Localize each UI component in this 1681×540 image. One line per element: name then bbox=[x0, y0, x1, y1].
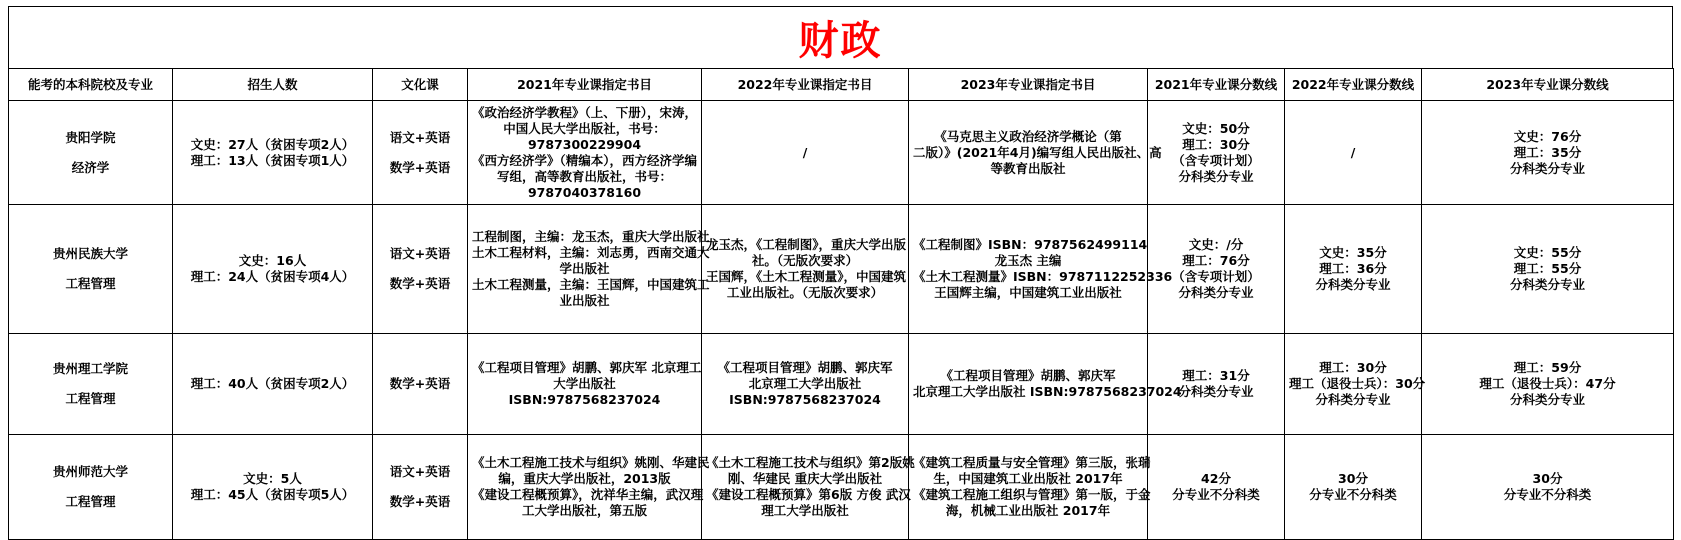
title-cell[interactable] bbox=[8, 6, 1673, 68]
books-2022-cell[interactable] bbox=[702, 205, 909, 334]
cell-text-line: 龙玉杰，《工程制图》，重庆大学出版 bbox=[706, 237, 907, 252]
cell-text-line: 理工（退役士兵）：30分 bbox=[1289, 376, 1426, 391]
cell-text-line: 数学+英语 bbox=[389, 376, 451, 391]
cell-text-line: 理工：30分 bbox=[1319, 360, 1387, 375]
culture-cell[interactable] bbox=[373, 435, 468, 540]
table-row bbox=[9, 101, 1674, 205]
books-2023-cell[interactable] bbox=[909, 334, 1182, 435]
cell-text-line: 《土木工程施工技术与组织》第2版姚 bbox=[706, 455, 915, 470]
cell-text-line: / bbox=[1350, 144, 1356, 160]
header-cell[interactable]: 2023年专业课分数线 bbox=[1422, 69, 1674, 101]
cell-text-line: 工程管理 bbox=[65, 391, 116, 406]
cell-text-line: 语文+英语 bbox=[389, 246, 451, 261]
books-2021-cell[interactable] bbox=[468, 205, 710, 334]
books-2022-cell[interactable] bbox=[702, 435, 915, 540]
cell-text-line: 42分 bbox=[1201, 471, 1231, 486]
enrollment-cell[interactable] bbox=[173, 101, 373, 205]
cell-text-line: 理工：55分 bbox=[1513, 261, 1582, 276]
school-cell[interactable] bbox=[9, 205, 173, 334]
cell-text-line: 《工程制图》ISBN：9787562499114 bbox=[913, 237, 1148, 252]
cell-text-line: 《建筑工程施工组织与管理》第一版，于金 bbox=[913, 487, 1151, 502]
header-cell[interactable]: 文化课 bbox=[373, 69, 468, 101]
cell-text-line: 工程管理 bbox=[65, 494, 116, 509]
cell-text-line: 二版）》(2021年4月)编写组人民出版社、高 bbox=[913, 144, 1162, 160]
table-row bbox=[9, 435, 1674, 540]
books-2023-cell[interactable] bbox=[909, 101, 1162, 205]
cell-text-line: 文史：55分 bbox=[1513, 245, 1582, 260]
cell-text-line: 学出版社 bbox=[559, 261, 610, 276]
cell-text-line: 大学出版社 bbox=[553, 376, 616, 391]
cell-text-line: 北京理工大学出版社 ISBN:9787568237024 bbox=[913, 384, 1182, 399]
cell-text-line: 理工（退役士兵）：47分 bbox=[1479, 376, 1616, 391]
cell-text-line: 语文+英语 bbox=[389, 464, 451, 479]
school-cell[interactable] bbox=[9, 435, 173, 540]
table-row bbox=[9, 334, 1674, 435]
header-cell[interactable]: 2022年专业课指定书目 bbox=[702, 69, 909, 101]
cell-text-line: 分科类分专业 bbox=[1509, 277, 1585, 292]
cell-text-line: （含专项计划） bbox=[1172, 269, 1260, 284]
score-2021-cell[interactable] bbox=[1148, 101, 1285, 205]
cell-text-line: 海，机械工业出版社 2017年 bbox=[945, 503, 1111, 518]
cell-text-line: 文史：35分 bbox=[1319, 245, 1387, 260]
score-2023-cell[interactable] bbox=[1422, 205, 1674, 334]
cell-text-line: 30分 bbox=[1532, 471, 1563, 486]
enrollment-cell[interactable] bbox=[173, 334, 373, 435]
cell-text-line: 《工程项目管理》胡鹏、郭庆军 北京理工 bbox=[472, 360, 702, 375]
cell-text-line: 理工：76分 bbox=[1182, 253, 1250, 268]
cell-text-line: ISBN:9787568237024 bbox=[508, 392, 661, 407]
culture-cell[interactable] bbox=[373, 101, 468, 205]
cell-text-line: 《西方经济学》（精编本），西方经济学编 bbox=[472, 152, 698, 168]
cell-text-line: 写组，高等教育出版社，书号： bbox=[496, 168, 672, 184]
cell-text-line: 理工：24人（贫困专项4人） bbox=[190, 269, 355, 284]
cell-text-line: 龙玉杰 主编 bbox=[994, 253, 1062, 268]
score-2022-cell[interactable] bbox=[1285, 334, 1426, 435]
cell-text-line: 《土木工程施工技术与组织》姚刚、华建民 bbox=[472, 455, 710, 470]
table-row bbox=[9, 205, 1674, 334]
cell-text-line: 理工：31分 bbox=[1182, 368, 1250, 383]
cell-text-line: 分科类分专业 bbox=[1315, 392, 1391, 407]
books-2023-cell[interactable] bbox=[909, 435, 1151, 540]
cell-text-line: 《建设工程概预算》，沈祥华主编，武汉理 bbox=[472, 487, 704, 502]
cell-text-line: 王国辉，《土木工程测量》，中国建筑 bbox=[706, 269, 907, 284]
cell-text-line: 文史：50分 bbox=[1182, 120, 1250, 136]
cell-text-line: 中国人民大学出版社，书号： bbox=[503, 120, 666, 136]
score-2023-cell[interactable] bbox=[1422, 435, 1674, 540]
cell-text-line: 语文+英语 bbox=[389, 129, 451, 145]
cell-text-line: 《马克思主义政治经济学概论（第 bbox=[934, 128, 1122, 144]
header-cell[interactable]: 2023年专业课指定书目 bbox=[909, 69, 1148, 101]
cell-text-line: 工业出版社。（无版次要求） bbox=[726, 285, 884, 300]
cell-text-line: / bbox=[802, 144, 808, 160]
cell-text-line: 理工：40人（贫困专项2人） bbox=[190, 376, 355, 391]
school-cell[interactable] bbox=[9, 101, 173, 205]
cell-text-line: 经济学 bbox=[71, 159, 110, 175]
page-title: 财政 bbox=[798, 18, 883, 64]
books-2021-cell[interactable] bbox=[468, 435, 710, 540]
cell-text-line: 理工：45人（贫困专项5人） bbox=[190, 487, 355, 502]
cell-text-line: 分科类分专业 bbox=[1178, 168, 1254, 184]
score-2022-cell[interactable] bbox=[1285, 205, 1422, 334]
cell-text-line: 《政治经济学教程》（上、下册），宋涛， bbox=[472, 104, 698, 120]
cell-text-line: 分专业不分科类 bbox=[1309, 487, 1397, 502]
cell-text-line: 文史：/分 bbox=[1188, 237, 1244, 252]
cell-text-line: 贵州民族大学 bbox=[52, 246, 128, 261]
cell-text-line: 王国辉主编，中国建筑工业出版社 bbox=[934, 285, 1122, 300]
cell-text-line: ISBN:9787568237024 bbox=[729, 392, 881, 407]
cell-text-line: 理工：35分 bbox=[1513, 144, 1582, 160]
cell-text-line: 社。（无版次要求） bbox=[751, 253, 859, 268]
cell-text-line: 分科类分专业 bbox=[1509, 160, 1585, 176]
cell-text-line: 贵州师范大学 bbox=[52, 464, 128, 479]
header-cell[interactable]: 2021年专业课分数线 bbox=[1148, 69, 1285, 101]
cell-text-line: 《建设工程概预算》第6版 方俊 武汉 bbox=[706, 487, 911, 502]
score-2022-cell[interactable] bbox=[1285, 101, 1422, 205]
cell-text-line: 贵州理工学院 bbox=[52, 361, 128, 376]
header-cell[interactable]: 2021年专业课指定书目 bbox=[468, 69, 702, 101]
cell-text-line: 土木工程材料，主编：刘志勇，西南交通大 bbox=[472, 245, 710, 260]
cell-text-line: 贵阳学院 bbox=[65, 129, 116, 145]
score-2023-cell[interactable] bbox=[1422, 334, 1674, 435]
cell-text-line: 分科类分专业 bbox=[1315, 277, 1391, 292]
cell-text-line: 理工：59分 bbox=[1513, 360, 1582, 375]
cell-text-line: 9787300229904 bbox=[527, 136, 642, 152]
cell-text-line: 文史：76分 bbox=[1513, 128, 1582, 144]
cell-text-line: 数学+英语 bbox=[389, 276, 451, 291]
cell-text-line: 《工程项目管理》胡鹏、郭庆军 bbox=[717, 360, 893, 375]
cell-text-line: 业出版社 bbox=[559, 293, 610, 308]
cell-text-line: 理工：13人（贫困专项1人） bbox=[190, 152, 355, 168]
cell-text-line: 等教育出版社 bbox=[990, 160, 1066, 176]
cell-text-line: 分科类分专业 bbox=[1178, 384, 1254, 399]
cell-text-line: （含专项计划） bbox=[1172, 152, 1260, 168]
cell-text-line: 编，重庆大学出版社，2013版 bbox=[498, 471, 671, 486]
enrollment-cell[interactable] bbox=[173, 205, 373, 334]
culture-cell[interactable] bbox=[373, 334, 468, 435]
data-table bbox=[8, 68, 1674, 540]
score-2023-cell[interactable] bbox=[1422, 101, 1674, 205]
cell-text-line: 《土木工程测量》ISBN：9787112252336 bbox=[913, 269, 1173, 284]
culture-cell[interactable] bbox=[373, 205, 468, 334]
cell-text-line: 文史：27人（贫困专项2人） bbox=[190, 136, 355, 152]
cell-text-line: 《工程项目管理》胡鹏、郭庆军 bbox=[940, 368, 1116, 383]
cell-text-line: 工程制图，主编：龙玉杰，重庆大学出版社 bbox=[472, 229, 710, 244]
spreadsheet bbox=[8, 6, 1673, 537]
header-cell[interactable]: 招生人数 bbox=[173, 69, 373, 101]
cell-text-line: 分科类分专业 bbox=[1509, 392, 1585, 407]
cell-text-line: 数学+英语 bbox=[389, 494, 451, 509]
cell-text-line: 理工：36分 bbox=[1319, 261, 1387, 276]
school-cell[interactable] bbox=[9, 334, 173, 435]
books-2022-cell[interactable] bbox=[702, 334, 909, 435]
cell-text-line: 分专业不分科类 bbox=[1172, 487, 1260, 502]
cell-text-line: 理工大学出版社 bbox=[761, 503, 849, 518]
books-2023-cell[interactable] bbox=[909, 205, 1173, 334]
score-2021-cell[interactable] bbox=[1148, 435, 1285, 540]
books-2022-cell[interactable] bbox=[702, 101, 909, 205]
cell-text-line: 文史：16人 bbox=[238, 253, 307, 268]
cell-text-line: 数学+英语 bbox=[389, 159, 451, 175]
cell-text-line: 理工：30分 bbox=[1182, 136, 1250, 152]
enrollment-cell[interactable] bbox=[173, 435, 373, 540]
cell-text-line: 生，中国建筑工业出版社 2017年 bbox=[933, 471, 1123, 486]
cell-text-line: 分科类分专业 bbox=[1178, 285, 1254, 300]
books-2021-cell[interactable] bbox=[468, 334, 702, 435]
score-2022-cell[interactable] bbox=[1285, 435, 1422, 540]
header-row bbox=[9, 69, 1674, 101]
cell-text-line: 工程管理 bbox=[65, 276, 116, 291]
cell-text-line: 工大学出版社，第五版 bbox=[521, 503, 647, 518]
books-2021-cell[interactable] bbox=[468, 101, 702, 205]
cell-text-line: 分专业不分科类 bbox=[1503, 487, 1592, 502]
header-cell[interactable]: 能考的本科院校及专业 bbox=[9, 69, 173, 101]
cell-text-line: 《建筑工程质量与安全管理》第三版，张瑞 bbox=[913, 455, 1151, 470]
cell-text-line: 北京理工大学出版社 bbox=[748, 376, 862, 391]
cell-text-line: 30分 bbox=[1338, 471, 1368, 486]
cell-text-line: 9787040378160 bbox=[527, 184, 642, 200]
cell-text-line: 文史：5人 bbox=[243, 471, 302, 486]
cell-text-line: 刚、华建民 重庆大学出版社 bbox=[727, 471, 883, 486]
header-cell[interactable]: 2022年专业课分数线 bbox=[1285, 69, 1422, 101]
cell-text-line: 土木工程测量，主编：王国辉，中国建筑工 bbox=[472, 277, 710, 292]
